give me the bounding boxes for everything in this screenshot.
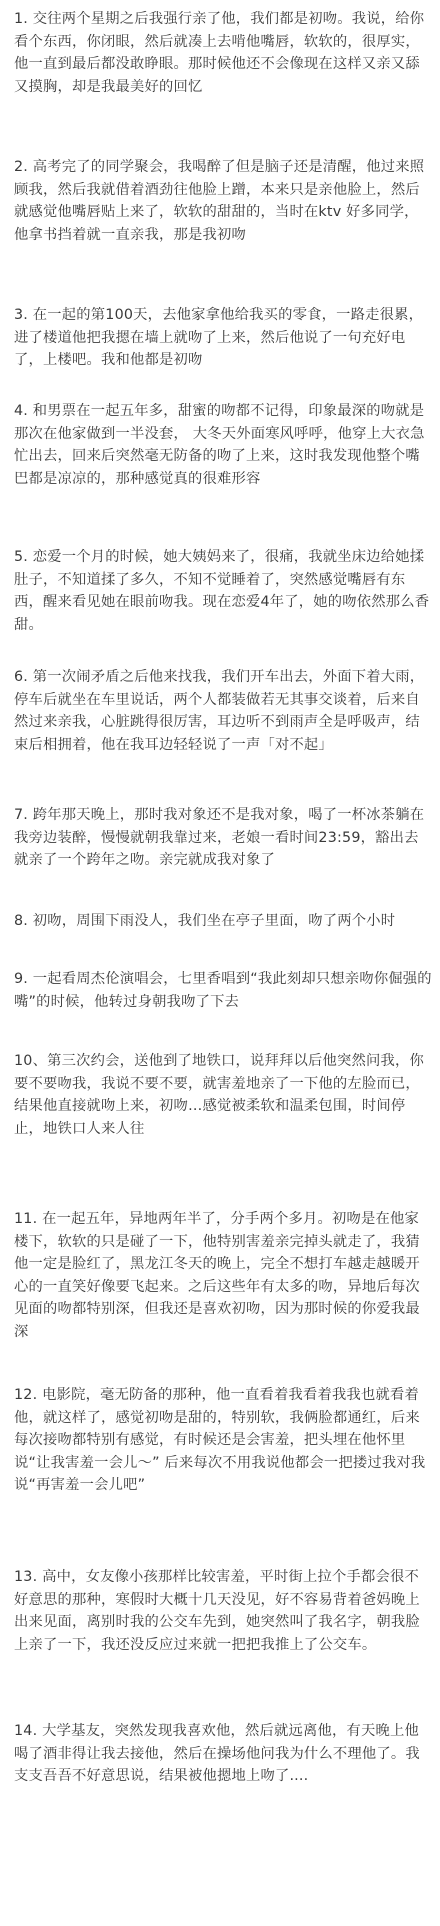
- paragraph-7: 7. 跨年那天晚上，那时我对象还不是我对象，喝了一杯冰茶躺在我旁边装醉，慢慢就朝我靠过来，老娘一看时间23:59，豁出去就亲了一个跨年之吻。亲完就成我对象了: [14, 807, 425, 868]
- paragraph-11: 11. 在一起五年，异地两年半了，分手两个多月。初吻是在他家楼下，软软的只是碰了一下，他特别害羞亲完掉头就走了，我猜他一定是脸红了，黑龙江冬天的晚上，完全不想打车越走越暖开心的一直笑好像要飞起来。之后这些年有太多的吻，异地后每次见面的吻都特别深，但我还是喜欢初吻，因为那时候的你爱我最深: [14, 1211, 420, 1340]
- paragraph-6: 6. 第一次闹矛盾之后他来找我，我们开车出去，外面下着大雨，停车后就坐在车里说话，两个人都装做若无其事交谈着，后来自然过来亲我，心脏跳得很厉害，耳边听不到雨声全是呼吸声，结束后相拥着，他在我耳边轻轻说了一声「对不起」: [14, 669, 425, 753]
- paragraph-5: 5. 恋爱一个月的时候，她大姨妈来了，很痛，我就坐床边给她揉肚子，不知道揉了多久，不知不觉睡着了，突然感觉嘴唇有东西，醒来看见她在眼前吻我。现在恋爱4年了，她的吻依然那么香甜。: [14, 549, 430, 633]
- paragraph-2: 2. 高考完了的同学聚会，我喝醉了但是脑子还是清醒，他过来照顾我，然后我就借着酒劲往他脸上蹭，本来只是亲他脸上，然后就感觉他嘴唇贴上来了，软软的甜甜的，当时在ktv 好多同学，他拿书挡着就一直亲我，那是我初吻: [14, 159, 425, 243]
- paragraph-1: 1. 交往两个星期之后我强行亲了他，我们都是初吻。我说，给你看个东西，你闭眼，然后就凑上去啃他嘴唇，软软的，很厚实，他一直到最后都没敢睁眼。那时候他还不会像现在这样又亲又舔又摸胸，却是我最美好的回忆: [14, 11, 425, 95]
- paragraph-14: 14. 大学基友，突然发现我喜欢他，然后就远离他，有天晚上他喝了酒非得让我去接他，然后在操场他问我为什么不理他了。我支支吾吾不好意思说，结果被他摁地上吻了....: [14, 1723, 420, 1784]
- paragraph-10: 10、第三次约会，送他到了地铁口，说拜拜以后他突然问我，你要不要吻我，我说不要不要，就害羞地亲了一下他的左脸而已，结果他直接就吻上来，初吻…感觉被柔软和温柔包围，时间停止，地铁口人来人往: [14, 1053, 425, 1137]
- paragraph-3: 3. 在一起的第100天，去他家拿他给我买的零食，一路走很累，进了楼道他把我摁在墙上就吻了上来，然后他说了一句充好电了，上楼吧。我和他都是初吻: [14, 307, 424, 368]
- paragraph-13: 13. 高中，女友像小孩那样比较害羞，平时街上拉个手都会很不好意思的那种，寒假时大概十几天没见，好不容易背着爸妈晚上出来见面，离别时我的公交车先到，她突然叫了我名字，朝我脸上亲了一下，我还没反应过来就一把把我推上了公交车。: [14, 1569, 420, 1653]
- paragraph-8: 8. 初吻，周围下雨没人，我们坐在亭子里面，吻了两个小时: [14, 913, 396, 929]
- paragraph-9: 9. 一起看周杰伦演唱会，七里香唱到“我此刻却只想亲吻你倔强的嘴”的时候，他转过身朝我吻了下去: [14, 971, 432, 1010]
- paragraph-4: 4. 和男票在一起五年多，甜蜜的吻都不记得，印象最深的吻就是那次在他家做到一半没套， 大冬天外面寒风呼呼，他穿上大衣急忙出去，回来后突然毫无防备的吻了上来，这时我发现他整个嘴巴都是凉凉的，那种感觉真的很难形容: [14, 403, 425, 487]
- paragraph-12: 12. 电影院，毫无防备的那种，他一直看着我看着我我也就看着他，就这样了，感觉初吻是甜的，特别软，我俩脸都通红，后来每次接吻都特别有感觉，有时候还是会害羞，把头埋在他怀里说“让我害羞一会儿～” 后来每次不用我说他都会一把搂过我对我说“再害羞一会儿吧”: [14, 1387, 426, 1493]
